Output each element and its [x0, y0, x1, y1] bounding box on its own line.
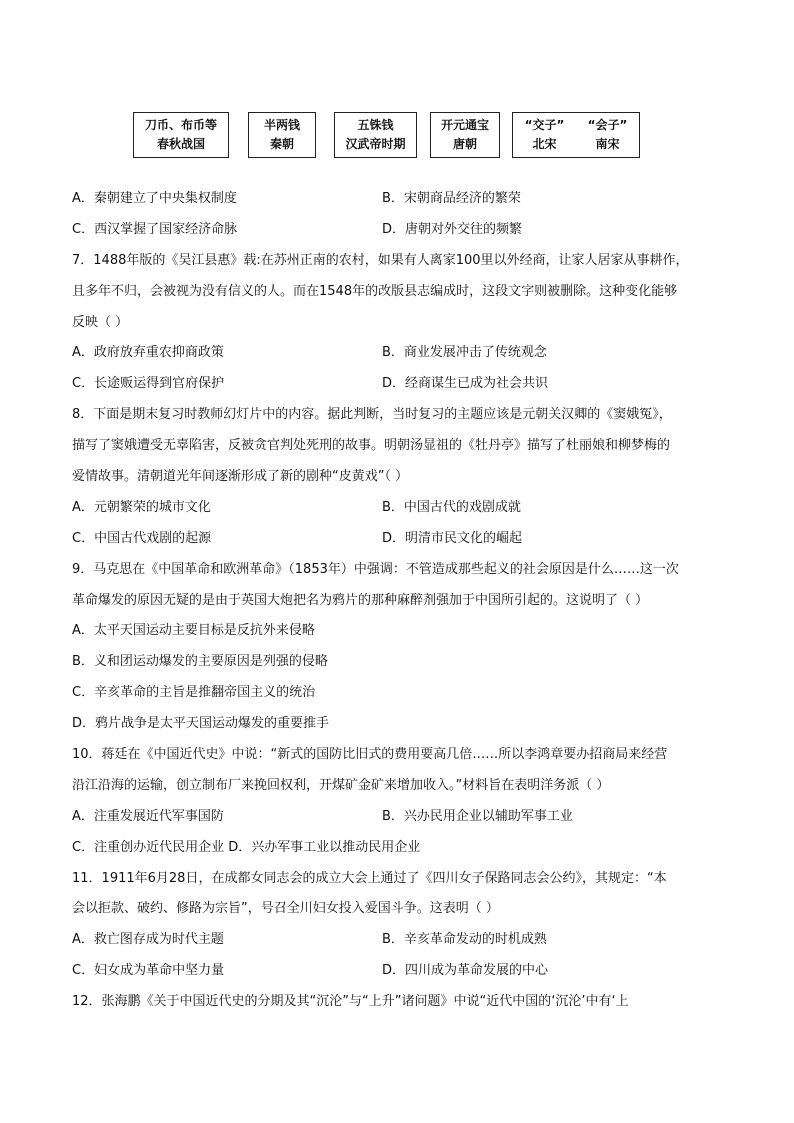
- q11-options-row1: [72, 925, 722, 956]
- q9-option-a[interactable]: A．太平天国运动主要目标是反抗外来侵略: [72, 623, 315, 639]
- currency-timeline: [0, 112, 794, 162]
- q6-options-row2: [72, 215, 722, 246]
- q11-option-a[interactable]: A．救亡图存成为时代主题: [72, 932, 224, 948]
- q11-option-c[interactable]: C．妇女成为革命中坚力量: [72, 963, 225, 979]
- currency-box-qin: [248, 112, 316, 158]
- q10-option-b[interactable]: B．兴办民用企业以辅助军事工业: [382, 808, 573, 824]
- q8-option-b[interactable]: B．中国古代的戏剧成就: [382, 499, 521, 515]
- q11-options-row2: [72, 956, 722, 987]
- q8-stem: 8．下面是期末复习时教师幻灯片中的内容。据此判断，当时复习的主题应该是元朝关汉卿的《窦娥冤》，: [72, 407, 672, 423]
- q11-stem: 11．1911年6月28日，在成都女同志会的成立大会上通过了《四川女子保路同志会公约》，其规定：“本: [72, 870, 667, 886]
- currency-box-han: [334, 112, 417, 158]
- currency-era: 春秋战国: [156, 137, 205, 151]
- q6-option-d[interactable]: D．唐朝对外交往的频繁: [382, 221, 523, 237]
- q7-options-row2: [72, 369, 722, 400]
- currency-era: 唐朝: [452, 137, 477, 151]
- currency-era: 北宋: [532, 137, 557, 151]
- currency-name: “会子”: [587, 118, 628, 132]
- q10-option-cd[interactable]: C．注重创办近代民用企业 D．兴办军事工业以推动民用企业: [72, 839, 421, 855]
- q8-options-row1: [72, 493, 722, 524]
- q8-option-d[interactable]: D．明清市民文化的崛起: [382, 530, 523, 546]
- q10-stem: 10．蒋廷在《中国近代史》中说：“新式的国防比旧式的费用要高几倍……所以李鸿章要办招商局来经营: [72, 747, 668, 763]
- q9-option-d[interactable]: D．鸦片战争是太平天国运动爆发的重要推手: [72, 716, 330, 732]
- q8-stem: 描写了窦娥遭受无辜陷害，反被贪官判处死刑的故事。明朝汤显祖的《牡丹亭》描写了杜丽娘和柳梦梅的: [72, 438, 671, 454]
- q7-option-a[interactable]: A．政府放弃重农抑商政策: [72, 345, 224, 361]
- q6-option-a[interactable]: A．秦朝建立了中央集权制度: [72, 191, 237, 206]
- currency-box-tang: [430, 112, 500, 158]
- currency-box-song: [512, 112, 640, 158]
- currency-era: 南宋: [595, 137, 620, 151]
- q9-stem: 9．马克思在《中国革命和欧洲革命》（1853年）中强调：不管造成那些起义的社会原因是什么……这一次: [72, 561, 679, 577]
- q8-stem: 爱情故事。清朝道光年间逐渐形成了新的剧种“皮黄戏”（ ）: [72, 469, 409, 485]
- currency-era: 汉武帝时期: [345, 137, 406, 151]
- q9-option-b[interactable]: B．义和团运动爆发的主要原因是列强的侵略: [72, 654, 328, 670]
- q10-option-a[interactable]: A．注重发展近代军事国防: [72, 808, 224, 824]
- q7-option-c[interactable]: C．长途贩运得到官府保护: [72, 376, 225, 392]
- q7-option-d[interactable]: D．经商谋生已成为社会共识: [382, 376, 549, 392]
- q8-option-c[interactable]: C．中国古代戏剧的起源: [72, 530, 212, 546]
- q6-options-row1: [72, 184, 722, 215]
- currency-name: “交子”: [524, 118, 565, 132]
- q10-options-row1: [72, 802, 722, 833]
- q6-option-b[interactable]: B．宋朝商品经济的繁荣: [382, 191, 521, 206]
- q7-option-b[interactable]: B．商业发展冲击了传统观念: [382, 345, 547, 361]
- question-list: [72, 184, 722, 1018]
- q7-stem: 7．1488年版的《吴江县惠》载:在苏州正南的农村，如果有人离家100里以外经商，让家人居家从事耕作，: [72, 252, 689, 268]
- currency-name: 刀币、布币等: [144, 118, 217, 132]
- q11-stem: 会以拒款、破约、修路为宗旨”，号召全川妇女投入爱国斗争。这表明（ ）: [72, 901, 499, 917]
- currency-box-spring-autumn: [133, 112, 229, 158]
- q11-option-d[interactable]: D．四川成为革命发展的中心: [382, 963, 549, 979]
- currency-name: 五铢钱: [357, 118, 394, 132]
- currency-name: 开元通宝: [440, 118, 489, 132]
- q9-stem: 革命爆发的原因无疑的是由于英国大炮把名为鸦片的那种麻醉剂强加于中国所引起的。这说明了（ ）: [72, 592, 649, 608]
- q8-option-a[interactable]: A．元朝繁荣的城市文化: [72, 499, 211, 515]
- q8-options-row2: [72, 524, 722, 555]
- q11-option-b[interactable]: B．辛亥革命发动的时机成熟: [382, 932, 547, 948]
- q12-stem: 12．张海鹏《关于中国近代史的分期及其“沉沦”与“上升”诸问题》中说“近代中国的‘沉沦’中有‘上: [72, 994, 629, 1010]
- q7-stem: 反映（ ）: [72, 314, 129, 330]
- q7-options-row1: [72, 338, 722, 369]
- q10-stem: 沿江沿海的运输，创立制布厂来挽回权利，开煤矿金矿来增加收入。”材料旨在表明洋务派（ ）: [72, 777, 610, 793]
- q7-stem: 且多年不归，会被视为没有信义的人。而在1548年的改版县志编成时，这段文字则被删除。这种变化能够: [72, 283, 678, 299]
- currency-name: 半两钱: [263, 118, 300, 132]
- q6-option-c[interactable]: C．西汉掌握了国家经济命脉: [72, 221, 238, 237]
- q9-option-c[interactable]: C．辛亥革命的主旨是推翻帝国主义的统治: [72, 685, 316, 701]
- currency-era: 秦朝: [269, 137, 294, 151]
